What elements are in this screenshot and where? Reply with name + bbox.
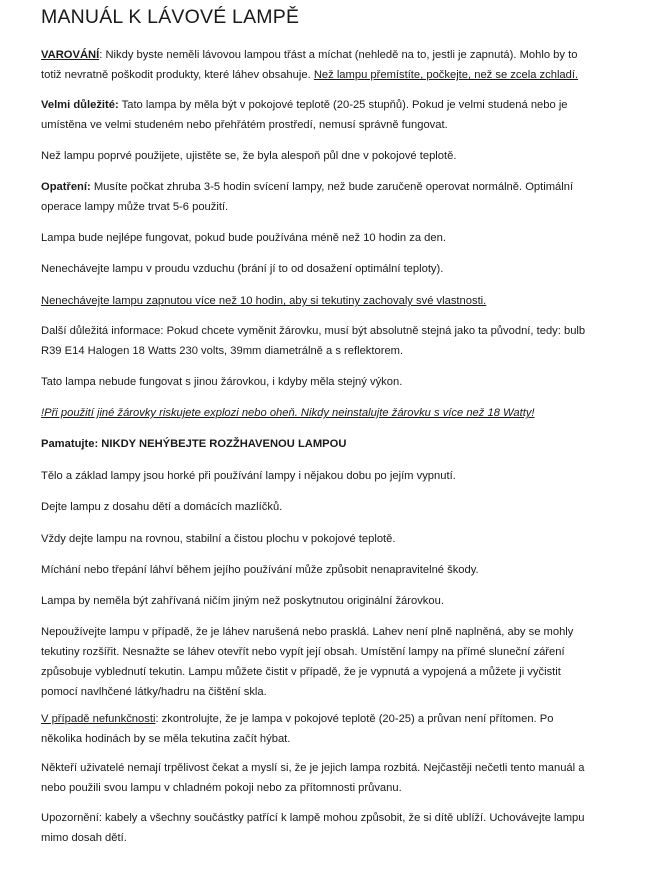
malfunction-text-line2: několika hodinách by se měla tekutina začít hýbat. — [41, 733, 291, 745]
surface-paragraph — [41, 529, 641, 549]
remember-paragraph — [41, 434, 641, 454]
important-text-line1: Tato lampa by měla být v pokojové teplotě (20-25 stupňů). Pokud je velmi studená nebo je — [118, 99, 568, 111]
shaking-paragraph — [41, 560, 641, 580]
explosion-warning-text: !Při použití jiné žárovky riskujete explozi nebo oheň. Nikdy neinstalujte žárovku s více než 18 Watty! — [41, 407, 535, 419]
hot-body-paragraph — [41, 466, 641, 486]
ten-hours-text: Nenechávejte lampu zapnutou více než 10 hodin, aby si tekutiny zachovaly své vlastnosti. — [41, 295, 487, 307]
document-title: MANUÁL K LÁVOVÉ LAMPĚ — [41, 6, 300, 28]
best-use-paragraph — [41, 228, 641, 248]
impatient-line2: nebo použili svou lampu v chladném pokoji nebo za přítomnosti průvanu. — [41, 782, 402, 794]
malfunction-paragraph — [41, 709, 641, 749]
caution-text-line1: Musíte počkat zhruba 3-5 hodin svícení lampy, než bude zaručeně operovat normálně. Optimální — [90, 181, 574, 193]
damaged-line2: tekutiny rozšířit. Nesnažte se láhev otevřít nebo vypít její obsah. Umístění lampy na přímé sluneční záření — [41, 646, 565, 658]
malfunction-label: V případě nefunkčnosti — [41, 713, 156, 725]
caution-label: Opatření: — [41, 181, 91, 193]
bulb-info-line2: R39 E14 Halogen 18 Watts 230 volts, 39mm diametrálně a s reflektorem. — [41, 345, 404, 357]
impatient-paragraph — [41, 758, 641, 798]
airflow-text: Nenechávejte lampu v proudu vzduchu (brání jí to od dosažení optimální teploty). — [41, 263, 444, 275]
damaged-paragraph — [41, 622, 641, 702]
warning-text-line2: totiž nevratně poškodit produkty, které láhev obsahuje. — [41, 69, 314, 81]
children-text: Dejte lampu z dosahu dětí a domácích mazlíčků. — [41, 501, 283, 513]
damaged-line3: způsobuje vyblednutí tekutin. Lampu můžete čistit v případě, že je vypnutá a vypojená a můžete ji vyčistit — [41, 666, 561, 678]
surface-text: Vždy dejte lampu na rovnou, stabilní a čistou plochu v pokojové teplotě. — [41, 533, 396, 545]
children-paragraph — [41, 497, 641, 517]
warning-text-line1: : Nikdy byste neměli lávovou lampou třást a míchat (nehledě na to, jestli je zapnutá). Mohlo by to — [99, 49, 578, 61]
hot-body-text: Tělo a základ lampy jsou horké při používání lampy i nějakou dobu po jejím vypnutí. — [41, 470, 456, 482]
caution-text-line2: operace lampy může trvat 5-6 použití. — [41, 201, 229, 213]
airflow-paragraph — [41, 259, 641, 279]
best-use-text: Lampa bude nejlépe fungovat, pokud bude používána méně než 10 hodin za den. — [41, 232, 446, 244]
malfunction-text-line1: : zkontrolujte, že je lampa v pokojové teplotě (20-25) a průvan není přítomen. Po — [155, 713, 554, 725]
explosion-warning-paragraph — [41, 403, 641, 423]
important-paragraph — [41, 95, 641, 135]
important-text-line2: umístěna ve velmi studeném nebo přehřátém prostředí, nemusí správně fungovat. — [41, 119, 448, 131]
first-use-text: Než lampu poprvé použijete, ujistěte se, že byla alespoň půl dne v pokojové teplotě. — [41, 150, 457, 162]
other-bulb-paragraph — [41, 372, 641, 392]
damaged-line1: Nepoužívejte lampu v případě, že je láhev narušená nebo prasklá. Lahev není plně naplněná, aby se mohly — [41, 626, 574, 638]
caution-paragraph — [41, 177, 641, 217]
other-bulb-text: Tato lampa nebude fungovat s jinou žárovkou, i kdyby měla stejný výkon. — [41, 376, 403, 388]
heating-text: Lampa by neměla být zahřívaná ničím jiným než poskytnutou originální žárovkou. — [41, 595, 444, 607]
remember-label: Pamatujte: — [41, 438, 99, 450]
heating-paragraph — [41, 591, 641, 611]
warning-label: VAROVÁNÍ — [41, 49, 100, 61]
notice-paragraph — [41, 808, 641, 848]
bulb-info-paragraph — [41, 321, 641, 361]
first-use-paragraph — [41, 146, 641, 166]
remember-text: NIKDY NEHÝBEJTE ROZŽHAVENOU LAMPOU — [98, 438, 347, 450]
bulb-info-line1: Další důležitá informace: Pokud chcete vyměnit žárovku, musí být absolutně stejná jako ta původní, tedy: bulb — [41, 325, 586, 337]
warning-cooldown-note: Než lampu přemístíte, počkejte, než se zcela zchladí. — [313, 69, 579, 81]
warning-paragraph — [41, 45, 641, 85]
shaking-text: Míchání nebo třepání láhví během jejího používání může způsobit nenapravitelné škody. — [41, 564, 479, 576]
notice-line2: mimo dosah dětí. — [41, 832, 127, 844]
notice-line1: Upozornění: kabely a všechny součástky patřící k lampě mohou způsobit, že si dítě ublíží. Uchovávejte lampu — [41, 812, 585, 824]
ten-hours-paragraph — [41, 291, 641, 311]
impatient-line1: Někteří uživatelé nemají trpělivost čekat a myslí si, že je jejich lampa rozbitá. Nejčastěji nečetli tento manuál a — [41, 762, 585, 774]
damaged-line4: pomocí navlhčené látky/hadru na čištění skla. — [41, 686, 267, 698]
important-label: Velmi důležité: — [41, 99, 119, 111]
